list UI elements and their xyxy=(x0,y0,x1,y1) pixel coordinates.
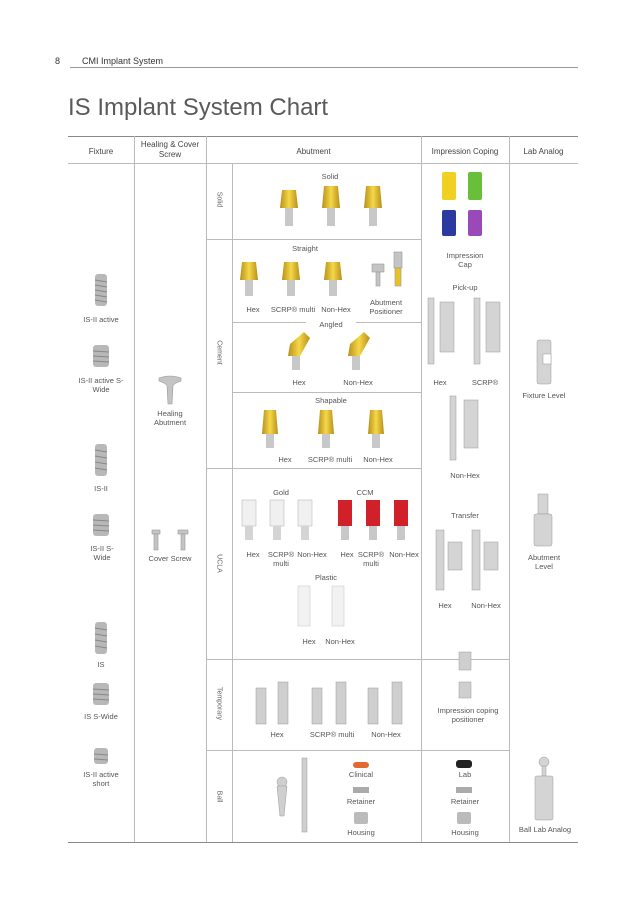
plastic-label: Non-Hex xyxy=(325,637,355,646)
pickup-label: Hex xyxy=(433,378,447,387)
straight-title: Straight xyxy=(292,244,318,253)
temporary-abutment-image xyxy=(250,682,410,726)
abutment-level-analog-image xyxy=(532,494,556,548)
row-sep-cement xyxy=(206,468,421,469)
running-title: CMI Implant System xyxy=(82,56,164,66)
retainer-image xyxy=(353,786,369,794)
section-temporary: Temporary xyxy=(215,686,223,721)
ball-lab-analog-label: Ball Lab Analog xyxy=(518,825,572,834)
cover-screw-label: Cover Screw xyxy=(148,554,192,563)
straight-label: Non-Hex xyxy=(321,305,351,314)
ucla-label: SCRP® multi xyxy=(267,550,295,569)
lab-ring-image xyxy=(456,760,472,770)
ucla-label: Hex xyxy=(246,550,260,559)
fixture-label: IS-II active S-Wide xyxy=(78,376,124,395)
fixture-image xyxy=(93,345,109,369)
table-top-rule xyxy=(68,136,578,137)
abutment-level-label: Abutment Level xyxy=(527,553,561,572)
impression-cap-image xyxy=(440,172,488,238)
fixture-label: IS-II active short xyxy=(83,770,119,789)
header-rule xyxy=(70,67,578,68)
col-sep-1 xyxy=(134,136,135,842)
section-cement: Cement xyxy=(215,340,223,365)
ccm-title: CCM xyxy=(356,488,374,497)
section-ball: Ball xyxy=(215,790,223,803)
angled-label: Non-Hex xyxy=(343,378,373,387)
clinical-ring-image xyxy=(353,761,369,769)
col-sep-4 xyxy=(421,136,422,842)
angled-title: Angled xyxy=(306,320,356,329)
ucla-label: Hex xyxy=(340,550,354,559)
col-header-healing: Healing & Cover Screw xyxy=(140,140,200,160)
healing-abutment-label: Healing Abutment xyxy=(153,409,187,428)
table-bottom-rule xyxy=(68,842,578,843)
transfer-label: Non-Hex xyxy=(471,601,501,610)
positioner-label: Abutment Positioner xyxy=(369,298,403,317)
temporary-label: Non-Hex xyxy=(371,730,401,739)
coping-positioner-label: Impression coping positioner xyxy=(437,706,499,725)
cover-screw-image xyxy=(150,530,190,552)
nonhex-label: Non-Hex xyxy=(450,471,480,480)
pickup-title: Pick-up xyxy=(452,283,478,292)
pickup-coping-image xyxy=(424,298,504,368)
pickup-label: SCRP® xyxy=(471,378,499,387)
impression-cap-label: Impression Cap xyxy=(446,251,484,270)
section-ucla: UCLA xyxy=(215,554,223,573)
angled-abutment-image xyxy=(286,330,386,374)
abutment-positioner-image xyxy=(368,252,408,292)
coping-positioner-image xyxy=(456,652,476,700)
housing-image xyxy=(456,812,472,824)
retainer-image xyxy=(456,786,472,794)
col-header-fixture: Fixture xyxy=(88,147,114,156)
ucla-label: Non-Hex xyxy=(389,550,419,559)
gold-abutment-image xyxy=(260,408,390,452)
header-bottom-rule xyxy=(68,163,578,164)
ball-abutment-image xyxy=(272,756,332,836)
ucla-plastic-image xyxy=(294,586,354,632)
col-sep-3 xyxy=(232,163,233,842)
col-header-impression: Impression Coping xyxy=(431,147,499,156)
ball-label: Retainer xyxy=(346,797,376,806)
ball-lab-analog-image xyxy=(532,756,556,822)
transfer-coping-image xyxy=(432,530,502,596)
solid-title: Solid xyxy=(321,172,339,181)
nonhex-coping-image xyxy=(446,396,486,466)
transfer-label: Hex xyxy=(438,601,452,610)
ucla-gold-image xyxy=(240,500,320,544)
fixture-image xyxy=(93,683,109,707)
col-header-abutment: Abutment xyxy=(296,147,331,156)
fixture-image xyxy=(95,444,107,478)
fixture-label: IS-II active xyxy=(83,315,119,324)
shapable-title: Shapable xyxy=(315,396,347,405)
impression-ball-label: Housing xyxy=(451,828,479,837)
fixture-image xyxy=(94,274,108,310)
temporary-label: SCRP® multi xyxy=(309,730,355,739)
angled-label: Hex xyxy=(292,378,306,387)
impression-ball-label: Lab xyxy=(458,770,472,779)
straight-label: Hex xyxy=(246,305,260,314)
fixture-image xyxy=(94,748,108,766)
plastic-title: Plastic xyxy=(314,573,338,582)
healing-abutment-image xyxy=(159,376,181,406)
row-sep-shapable xyxy=(232,392,421,393)
fixture-label: IS-II xyxy=(94,484,108,493)
straight-label: SCRP® multi xyxy=(270,305,316,314)
row-sep-solid xyxy=(206,239,421,240)
row-sep-temporary xyxy=(206,750,509,751)
page-title: IS Implant System Chart xyxy=(68,94,329,121)
ucla-label: Non-Hex xyxy=(297,550,327,559)
impression-ball-label: Retainer xyxy=(450,797,480,806)
shapable-label: SCRP® multi xyxy=(307,455,353,464)
shapable-label: Hex xyxy=(278,455,292,464)
col-header-lab: Lab Analog xyxy=(523,147,564,156)
fixture-level-label: Fixture Level xyxy=(522,391,566,400)
fixture-level-analog-image xyxy=(535,340,555,386)
ucla-ccm-image xyxy=(336,500,416,544)
fixture-label: IS xyxy=(97,660,105,669)
shapable-label: Non-Hex xyxy=(363,455,393,464)
transfer-title: Transfer xyxy=(451,511,479,520)
ball-label: Clinical xyxy=(348,770,374,779)
ucla-label: SCRP® multi xyxy=(357,550,385,569)
housing-image xyxy=(353,812,369,824)
col-sep-5 xyxy=(509,136,510,842)
col-sep-2 xyxy=(206,136,207,842)
gold-abutment-image xyxy=(276,186,416,232)
fixture-image xyxy=(95,622,107,656)
gold-abutment-image xyxy=(236,258,346,300)
fixture-image xyxy=(93,514,109,538)
section-solid: Solid xyxy=(215,191,223,208)
ball-label: Housing xyxy=(347,828,375,837)
fixture-label: IS S-Wide xyxy=(84,712,118,721)
gold-title: Gold xyxy=(273,488,289,497)
fixture-label: IS-II S-Wide xyxy=(90,544,114,563)
page-number: 8 xyxy=(55,56,61,66)
plastic-label: Hex xyxy=(302,637,316,646)
temporary-label: Hex xyxy=(270,730,284,739)
